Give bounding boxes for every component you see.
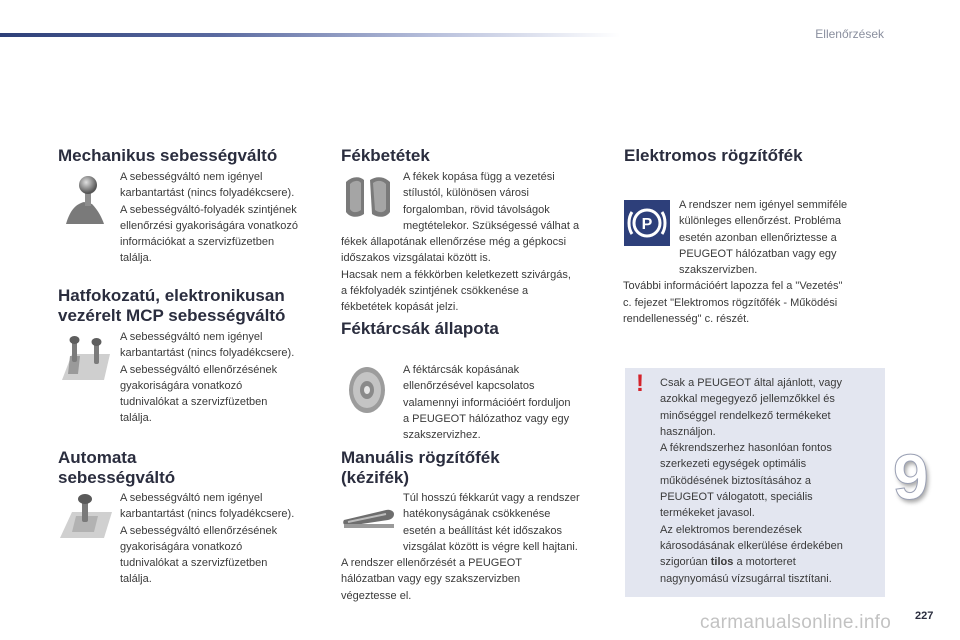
text-line: A sebességváltó nem igényel xyxy=(120,492,263,504)
text-line: A féktárcsák kopásának xyxy=(403,364,520,376)
text-line: fékbetétek kopását jelzi. xyxy=(341,301,459,314)
text-line: Csak a PEUGEOT által ajánlott, vagy xyxy=(660,377,842,389)
svg-text:P: P xyxy=(641,216,653,233)
title-line: vezérelt MCP sebességváltó xyxy=(58,306,286,325)
manual-gearbox-text xyxy=(120,169,298,267)
text-line: különleges ellenőrzést. Probléma xyxy=(679,215,842,228)
text-line: nagynyomású vízsugárral tisztítani. xyxy=(660,572,832,585)
text-line: találja. xyxy=(120,412,152,425)
text-line: időszakos vizsgálatai között is. xyxy=(341,252,491,265)
text-line: azokkal megegyező jellemzőkkel és xyxy=(660,393,835,406)
text-line: gyakoriságára vonatkozó xyxy=(120,540,243,553)
text-line: További információért lapozza fel a "Vezetés" xyxy=(623,280,843,293)
text-line: A fékek kopása függ a vezetési xyxy=(403,171,555,183)
text-line: Az elektromos berendezések xyxy=(660,523,802,536)
handbrake-title xyxy=(341,448,500,488)
text-line: PEUGEOT hálózatban vagy egy xyxy=(679,247,837,260)
text-line: karbantartást (nincs folyadékcsere). xyxy=(120,508,295,521)
text-line: A sebességváltó nem igényel xyxy=(120,331,263,343)
text-line: ellenőrzési gyakoriságára vonatkozó xyxy=(120,219,298,232)
title-line: Manuális rögzítőfék xyxy=(341,448,500,467)
header-gradient-bar xyxy=(0,33,620,37)
text-line: A rendszer nem igényel semmiféle xyxy=(679,199,848,211)
text-line: A fékrendszerhez hasonlóan fontos xyxy=(660,442,832,455)
text-span: szigorúan xyxy=(660,556,711,569)
text-line: végeztesse el. xyxy=(341,589,412,602)
text-line: Hacsak nem a fékkörben keletkezett szivárgás, xyxy=(341,268,571,281)
text-line: működésének biztosításához a xyxy=(660,474,812,487)
text-line: minőséggel rendelkező termékeket xyxy=(660,409,831,422)
exclamation-icon: ! xyxy=(636,370,644,397)
title-line: (kézifék) xyxy=(341,468,410,487)
text-line: PEUGEOT válogatott, speciális xyxy=(660,491,813,504)
text-line: esetén azonban ellenőriztesse a xyxy=(679,231,837,244)
text-line: valamennyi információért forduljon xyxy=(403,396,571,409)
text-line xyxy=(660,554,843,570)
chapter-number: 9 xyxy=(893,441,929,513)
text-line: szakszervizben. xyxy=(679,264,758,277)
text-line: termékeket javasol. xyxy=(660,507,755,520)
text-line: a fékfolyadék szintjének csökkenése a xyxy=(341,285,529,298)
text-line: hálózatban vagy egy szakszervizben xyxy=(341,573,521,586)
text-line: rendellenesség" c. részét. xyxy=(623,313,750,326)
text-line: A sebességváltó ellenőrzésének xyxy=(120,363,278,376)
text-line: stílustól, különösen városi xyxy=(403,187,529,200)
text-line: A sebességváltó ellenőrzésének xyxy=(120,524,278,537)
brake-pads-text xyxy=(341,169,579,316)
mcp-selector-icon xyxy=(60,334,112,384)
text-line: szerkezeti egységek optimális xyxy=(660,458,807,471)
mcp-gearbox-title xyxy=(58,286,285,326)
text-line: használjon. xyxy=(660,425,716,438)
text-line: forgalomban, rövid távolságok xyxy=(403,203,550,216)
text-line: tudnivalókat a szervizfüzetben xyxy=(120,557,268,570)
text-line: A sebességváltó-folyadék szintjének xyxy=(120,203,297,216)
text-line: esetén a beállítást két időszakos xyxy=(403,524,562,537)
bold-word: tilos xyxy=(710,556,734,569)
title-line: Automata xyxy=(58,448,137,467)
brake-discs-title: Féktárcsák állapota xyxy=(341,319,499,338)
electric-parking-text xyxy=(623,197,847,327)
text-line: hatékonyságának csökkenése xyxy=(403,508,551,521)
text-line: tudnivalókat a szervizfüzetben xyxy=(120,396,268,409)
gear-lever-icon xyxy=(62,174,108,226)
text-line: szakszervizhez. xyxy=(403,429,481,442)
brake-discs-text xyxy=(403,362,571,443)
text-line: találja. xyxy=(120,573,152,586)
text-line: megtételekor. Szükségessé válhat a xyxy=(403,219,580,232)
text-line: a PEUGEOT hálózathoz vagy egy xyxy=(403,412,570,425)
title-line: Hatfokozatú, elektronikusan xyxy=(58,286,285,305)
text-line: találja. xyxy=(120,252,152,265)
text-line: károsodásának elkerülése érdekében xyxy=(660,539,843,552)
brake-pads-title: Fékbetétek xyxy=(341,146,430,165)
text-line: Túl hosszú fékkarút vagy a rendszer xyxy=(403,492,580,504)
mcp-gearbox-text xyxy=(120,329,294,427)
text-line: fékek állapotának ellenőrzése még a gépkocsi xyxy=(341,236,567,249)
brake-disc-icon xyxy=(345,364,389,416)
electric-parking-title: Elektromos rögzítőfék xyxy=(624,146,803,165)
text-line: karbantartást (nincs folyadékcsere). xyxy=(120,347,295,360)
text-line: karbantartást (nincs folyadékcsere). xyxy=(120,187,295,200)
text-line: A rendszer ellenőrzését a PEUGEOT xyxy=(341,557,522,570)
auto-gearbox-text xyxy=(120,490,294,588)
text-span: a motorteret xyxy=(733,556,796,569)
text-line: vizsgálat között is végre kell hajtani. xyxy=(403,540,578,553)
header-title: Ellenőrzések xyxy=(815,27,884,41)
title-line: sebességváltó xyxy=(58,468,176,487)
handbrake-text xyxy=(341,490,580,604)
text-line: c. fejezet "Elektromos rögzítőfék - Működési xyxy=(623,296,838,309)
warning-text xyxy=(660,375,843,587)
text-line: információkat a szervizfüzetben xyxy=(120,236,275,249)
page-number: 227 xyxy=(915,610,934,622)
text-line: ellenőrzésével kapcsolatos xyxy=(403,380,535,393)
manual-gearbox-title: Mechanikus sebességváltó xyxy=(58,146,278,165)
auto-selector-icon xyxy=(58,492,114,542)
text-line: A sebességváltó nem igényel xyxy=(120,171,263,183)
watermark: carmanualsonline.info xyxy=(700,612,892,633)
auto-gearbox-title xyxy=(58,448,175,488)
text-line: gyakoriságára vonatkozó xyxy=(120,379,243,392)
